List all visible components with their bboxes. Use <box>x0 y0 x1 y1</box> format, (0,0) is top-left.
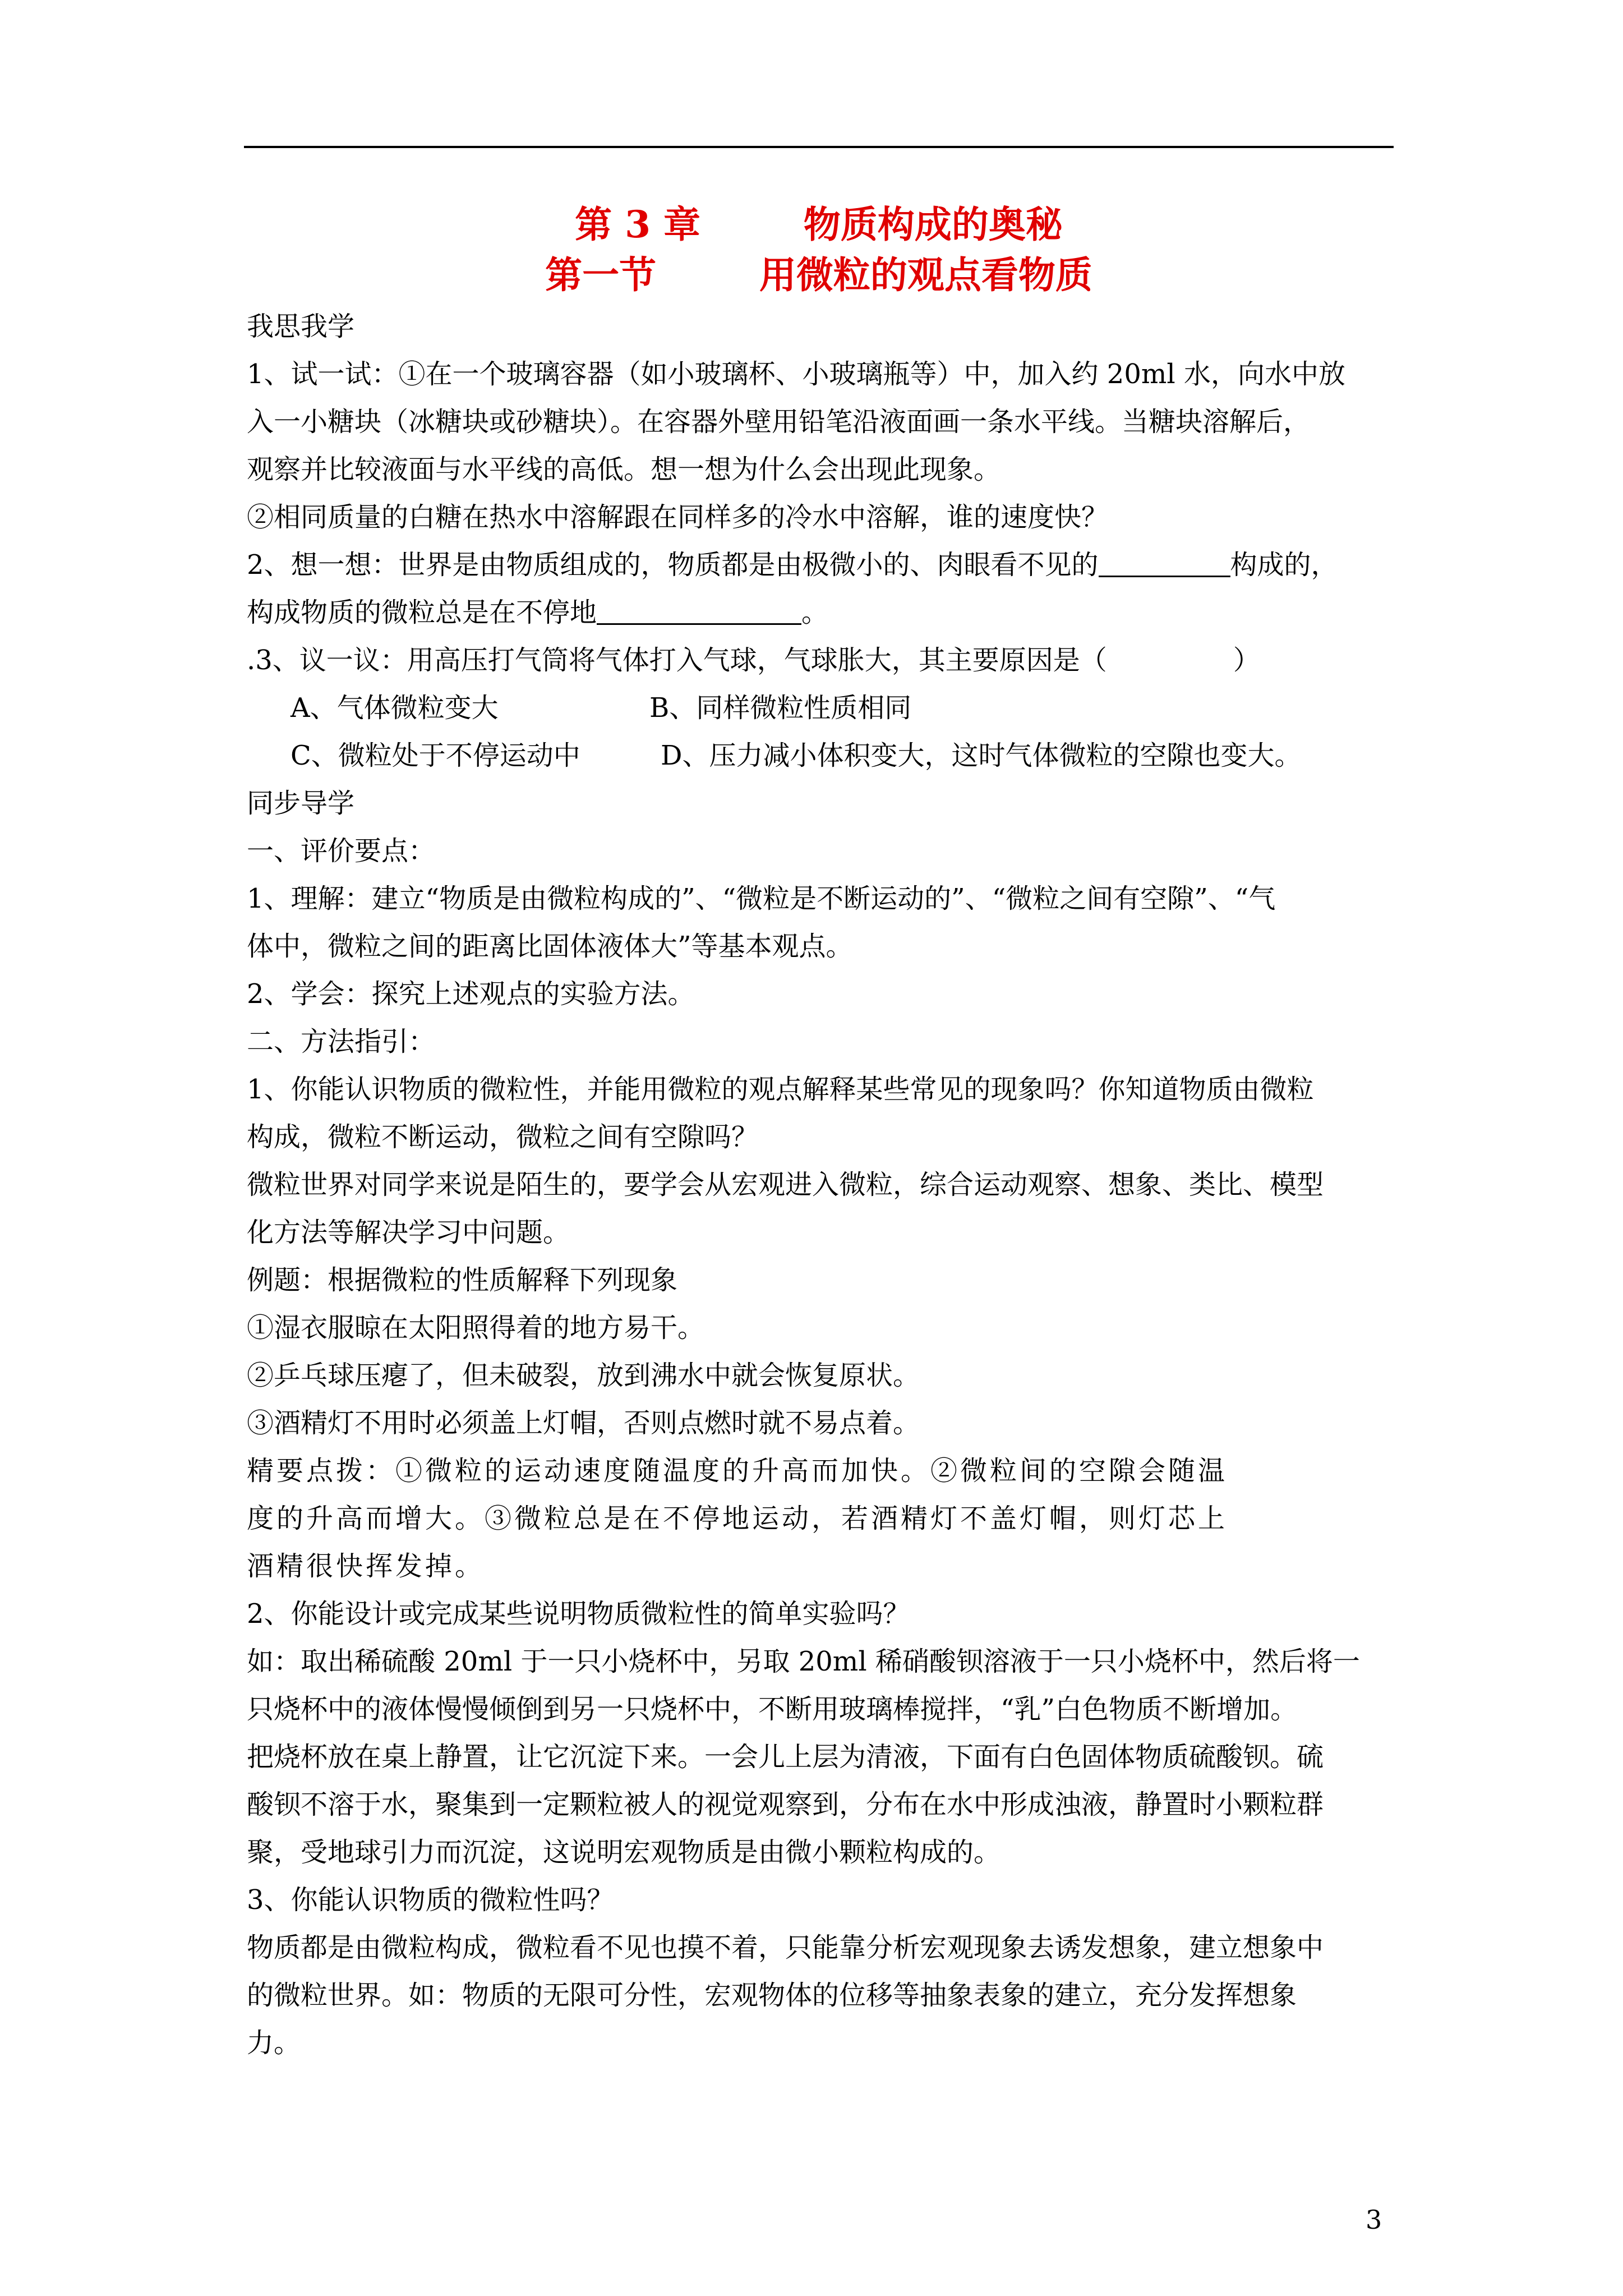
method2-line: 聚，受地球引力而沉淀，这说明宏观物质是由微小颗粒构成的。 <box>247 1837 1001 1868</box>
eval1-line: 体中，微粒之间的距离比固体液体大”等基本观点。 <box>247 931 853 962</box>
q1-sub2: ②相同质量的白糖在热水中溶解跟在同样多的冷水中溶解，谁的速度快？ <box>247 501 1109 533</box>
section-title: 第一节 用微粒的观点看物质 <box>545 253 1092 297</box>
method1-para: 微粒世界对同学来说是陌生的，要学会从宏观进入微粒，综合运动观察、想象、类比、模型 <box>247 1169 1324 1200</box>
heading-fangfa: 二、方法指引： <box>247 1026 436 1057</box>
method3-line: 的微粒世界。如：物质的无限可分性，宏观物体的位移等抽象表象的建立，充分发挥想象 <box>247 1980 1297 2011</box>
method3-line: 力。 <box>247 2027 301 2059</box>
heading-tongbu: 同步导学 <box>247 788 355 819</box>
q2-text-end: 构成的， <box>1230 549 1338 581</box>
q2-line <box>247 541 1394 589</box>
q1-line: 观察并比较液面与水平线的高低。想一想为什么会出现此现象。 <box>247 454 1001 485</box>
heading-pingjia: 一、评价要点： <box>247 835 436 867</box>
example-title: 例题：根据微粒的性质解释下列现象 <box>247 1264 678 1296</box>
option-c: C、微粒处于不停运动中 <box>291 740 580 771</box>
q3-line <box>247 637 1394 684</box>
q3-paren-close: ） <box>1233 645 1260 676</box>
method2-line: 只烧杯中的液体慢慢倾倒到另一只烧杯中，不断用玻璃棒搅拌，“乳”白色物质不断增加。 <box>247 1694 1298 1725</box>
method2-line: 把烧杯放在桌上静置，让它沉淀下来。一会儿上层为清液，下面有白色固体物质硫酸钡。硫 <box>247 1741 1324 1773</box>
heading-wosi: 我思我学 <box>247 311 355 342</box>
eval2: 2、学会：探究上述观点的实验方法。 <box>247 978 695 1010</box>
eval1-line: 1、理解：建立“物质是由微粒构成的”、“微粒是不断运动的”、“微粒之间有空隙”、“气 <box>247 883 1276 914</box>
answer-blank[interactable] <box>1099 547 1230 577</box>
method1-line: 构成，微粒不断运动，微粒之间有空隙吗？ <box>247 1121 759 1153</box>
method1-para: 化方法等解决学习中问题。 <box>247 1217 570 1248</box>
method3-title: 3、你能认识物质的微粒性吗？ <box>247 1884 614 1916</box>
key-point-line: 精要点拨：①微粒的运动速度随温度的升高而加快。②微粒间的空隙会随温 <box>247 1455 1228 1487</box>
example-item: ①湿衣服晾在太阳照得着的地方易干。 <box>247 1312 705 1343</box>
method2-line: 酸钡不溶于水，聚集到一定颗粒被人的视觉观察到，分布在水中形成浊液，静置时小颗粒群 <box>247 1789 1324 1820</box>
method2-title: 2、你能设计或完成某些说明物质微粒性的简单实验吗？ <box>247 1598 910 1630</box>
q2-text: 2、想一想：世界是由物质组成的，物质都是由极微小的、肉眼看不见的 <box>247 549 1099 581</box>
chapter-title: 第 3 章 物质构成的奥秘 <box>575 203 1063 246</box>
document-body <box>247 303 1394 2067</box>
key-point-line: 度的升高而增大。③微粒总是在不停地运动，若酒精灯不盖灯帽，则灯芯上 <box>247 1503 1228 1534</box>
method2-line: 如：取出稀硫酸 20ml 于一只小烧杯中，另取 20ml 稀硝酸钡溶液于一只小烧杯中，然后将一 <box>247 1646 1360 1677</box>
key-point-line: 酒精很快挥发掉。 <box>247 1550 485 1582</box>
option-d: D、压力减小体积变大，这时气体微粒的空隙也变大。 <box>661 740 1302 771</box>
page-number: 3 <box>1366 2205 1382 2235</box>
answer-blank[interactable] <box>597 595 801 625</box>
q1-line: 入一小糖块（冰糖块或砂糖块）。在容器外壁用铅笔沿液面画一条水平线。当糖块溶解后， <box>247 406 1311 438</box>
option-b: B、同样微粒性质相同 <box>649 692 912 724</box>
q2-period: 。 <box>801 597 829 628</box>
options-row <box>247 732 1394 780</box>
option-a: A、气体微粒变大 <box>291 692 499 724</box>
q3-text: .3、议一议：用高压打气筒将气体打入气球，气球胀大，其主要原因是（ <box>247 645 1107 676</box>
q1-line: 1、试一试：①在一个玻璃容器（如小玻璃杯、小玻璃瓶等）中，加入约 20ml 水，向水中放 <box>247 358 1346 390</box>
example-item: ②乒乓球压瘪了，但未破裂，放到沸水中就会恢复原状。 <box>247 1360 920 1391</box>
options-row <box>247 684 1394 732</box>
header-rule <box>244 146 1394 148</box>
q2-line <box>247 589 1394 637</box>
q2-text: 构成物质的微粒总是在不停地 <box>247 597 597 628</box>
method3-line: 物质都是由微粒构成，微粒看不见也摸不着，只能靠分析宏观现象去诱发想象，建立想象中 <box>247 1932 1324 1963</box>
method1-line: 1、你能认识物质的微粒性，并能用微粒的观点解释某些常见的现象吗？你知道物质由微粒 <box>247 1074 1314 1105</box>
example-item: ③酒精灯不用时必须盖上灯帽，否则点燃时就不易点着。 <box>247 1407 920 1439</box>
